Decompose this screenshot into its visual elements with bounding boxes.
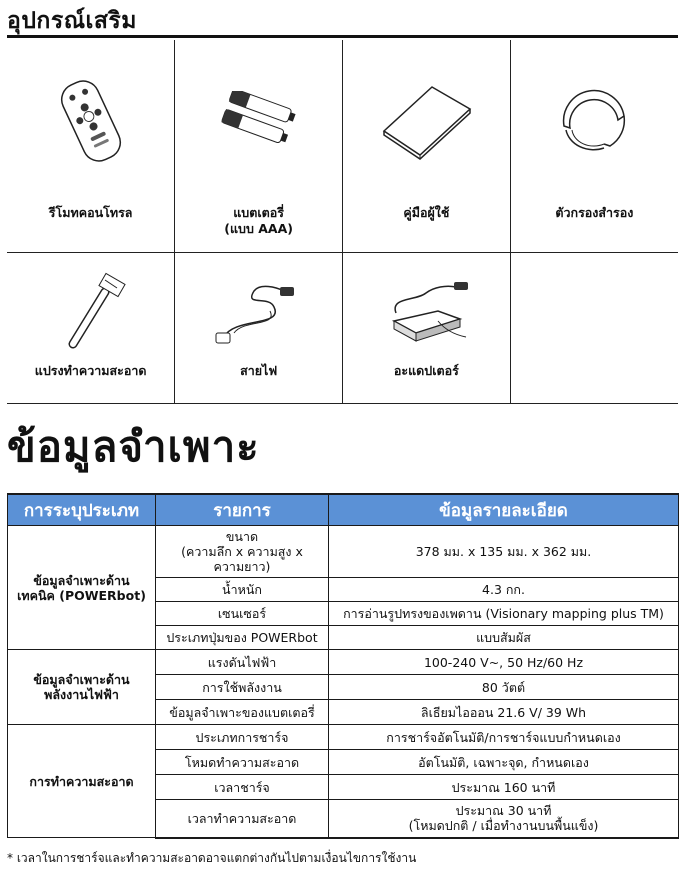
spec-value: 80 วัตต์ [329,675,679,700]
spec-item: น้ำหนัก [156,578,329,602]
accessories-grid [7,40,678,404]
header-category: การระบุประเภท [8,494,156,526]
specifications-title: ข้อมูลจำเพาะ [7,422,260,471]
spec-item: แรงดันไฟฟ้า [156,650,329,675]
accessory-label-line1: แบตเตอรี่ [233,205,284,220]
group-label-line2: พลังงานไฟฟ้า [44,687,119,702]
spec-item: เซนเซอร์ [156,602,329,626]
table-row [8,650,679,675]
accessory-adapter [343,252,511,403]
accessory-label: คู่มือผู้ใช้ [403,205,450,220]
table-header-row [8,494,679,526]
accessory-label [175,205,342,237]
spec-value: อัตโนมัติ, เฉพาะจุด, กำหนดเอง [329,750,679,775]
accessory-label: อะแดปเตอร์ [393,362,459,378]
accessory-manual [343,40,511,252]
spec-item: เวลาชาร์จ [156,775,329,800]
group-cleaning [8,725,156,838]
accessory-empty-cell [510,252,678,403]
group-technical [8,526,156,650]
spec-value: การอ่านรูปทรงของเพดาน (Visionary mapping plus TM) [329,602,679,626]
spec-item: ประเภทปุ่มของ POWERbot [156,626,329,650]
accessory-label-line2: (แบบ AAA) [224,221,293,236]
spec-item [156,526,329,578]
spec-value: 378 มม. x 135 มม. x 362 มม. [329,526,679,578]
accessory-label: ตัวกรองสำรอง [555,205,634,220]
header-details: ข้อมูลรายละเอียด [329,494,679,526]
table-row [8,526,679,578]
accessory-cleaning-brush [7,252,175,403]
spec-item: โหมดทำความสะอาด [156,750,329,775]
spec-item: เวลาทำความสะอาด [156,800,329,838]
battery-icon [214,91,304,151]
dust-filter-icon [554,86,634,156]
spec-value: แบบสัมผัส [329,626,679,650]
specifications-table [7,493,679,839]
manual-icon [376,81,476,161]
spec-value: ประมาณ 160 นาที [329,775,679,800]
group-electrical [8,650,156,725]
spec-value: การชาร์จอัตโนมัติ/การชาร์จแบบกำหนดเอง [329,725,679,750]
spec-value-line2: (โหมดปกติ / เมื่อทำงานบนพื้นแข็ง) [408,818,599,834]
accessories-title: อุปกรณ์เสริม [7,8,137,34]
group-label-line1: ข้อมูลจำเพาะด้าน [33,672,130,687]
spec-item-line2: (ความลึก x ความสูง x [181,544,303,559]
spec-value [329,800,679,838]
adapter-icon [376,277,476,347]
accessory-battery [175,40,343,252]
group-label-line1: การทำความสะอาด [29,773,134,789]
header-item: รายการ [156,494,329,526]
power-cord-icon [214,277,304,347]
accessory-label: รีโมทคอนโทรล [48,205,133,220]
group-label-line1: ข้อมูลจำเพาะด้าน [33,572,130,588]
accessory-power-cord [175,252,343,403]
table-row [8,725,679,750]
accessory-remote-control [7,40,175,252]
accessories-title-rule [7,35,678,38]
spec-value-line1: ประมาณ 30 นาที [455,803,552,819]
spec-item: การใช้พลังงาน [156,675,329,700]
accessory-label: สายไฟ [240,362,278,378]
spec-value: ลิเธียมไอออน 21.6 V/ 39 Wh [329,700,679,725]
footnote: * เวลาในการชาร์จและทำความสะอาดอาจแตกต่างกันไปตามเงื่อนไขการใช้งาน [7,851,417,865]
group-label-line2: เทคนิค (POWERbot) [17,587,146,603]
accessory-dust-filter [510,40,678,252]
remote-control-icon [56,76,126,166]
spec-value: 100-240 V~, 50 Hz/60 Hz [329,650,679,675]
spec-value: 4.3 กก. [329,578,679,602]
spec-item-line3: ความยาว) [213,559,271,574]
spec-item: ข้อมูลจำเพาะของแบตเตอรี่ [156,700,329,725]
accessory-label: แปรงทำความสะอาด [34,362,147,378]
spec-item-line1: ขนาด [225,529,259,544]
cleaning-brush-icon [51,272,131,352]
spec-item: ประเภทการชาร์จ [156,725,329,750]
